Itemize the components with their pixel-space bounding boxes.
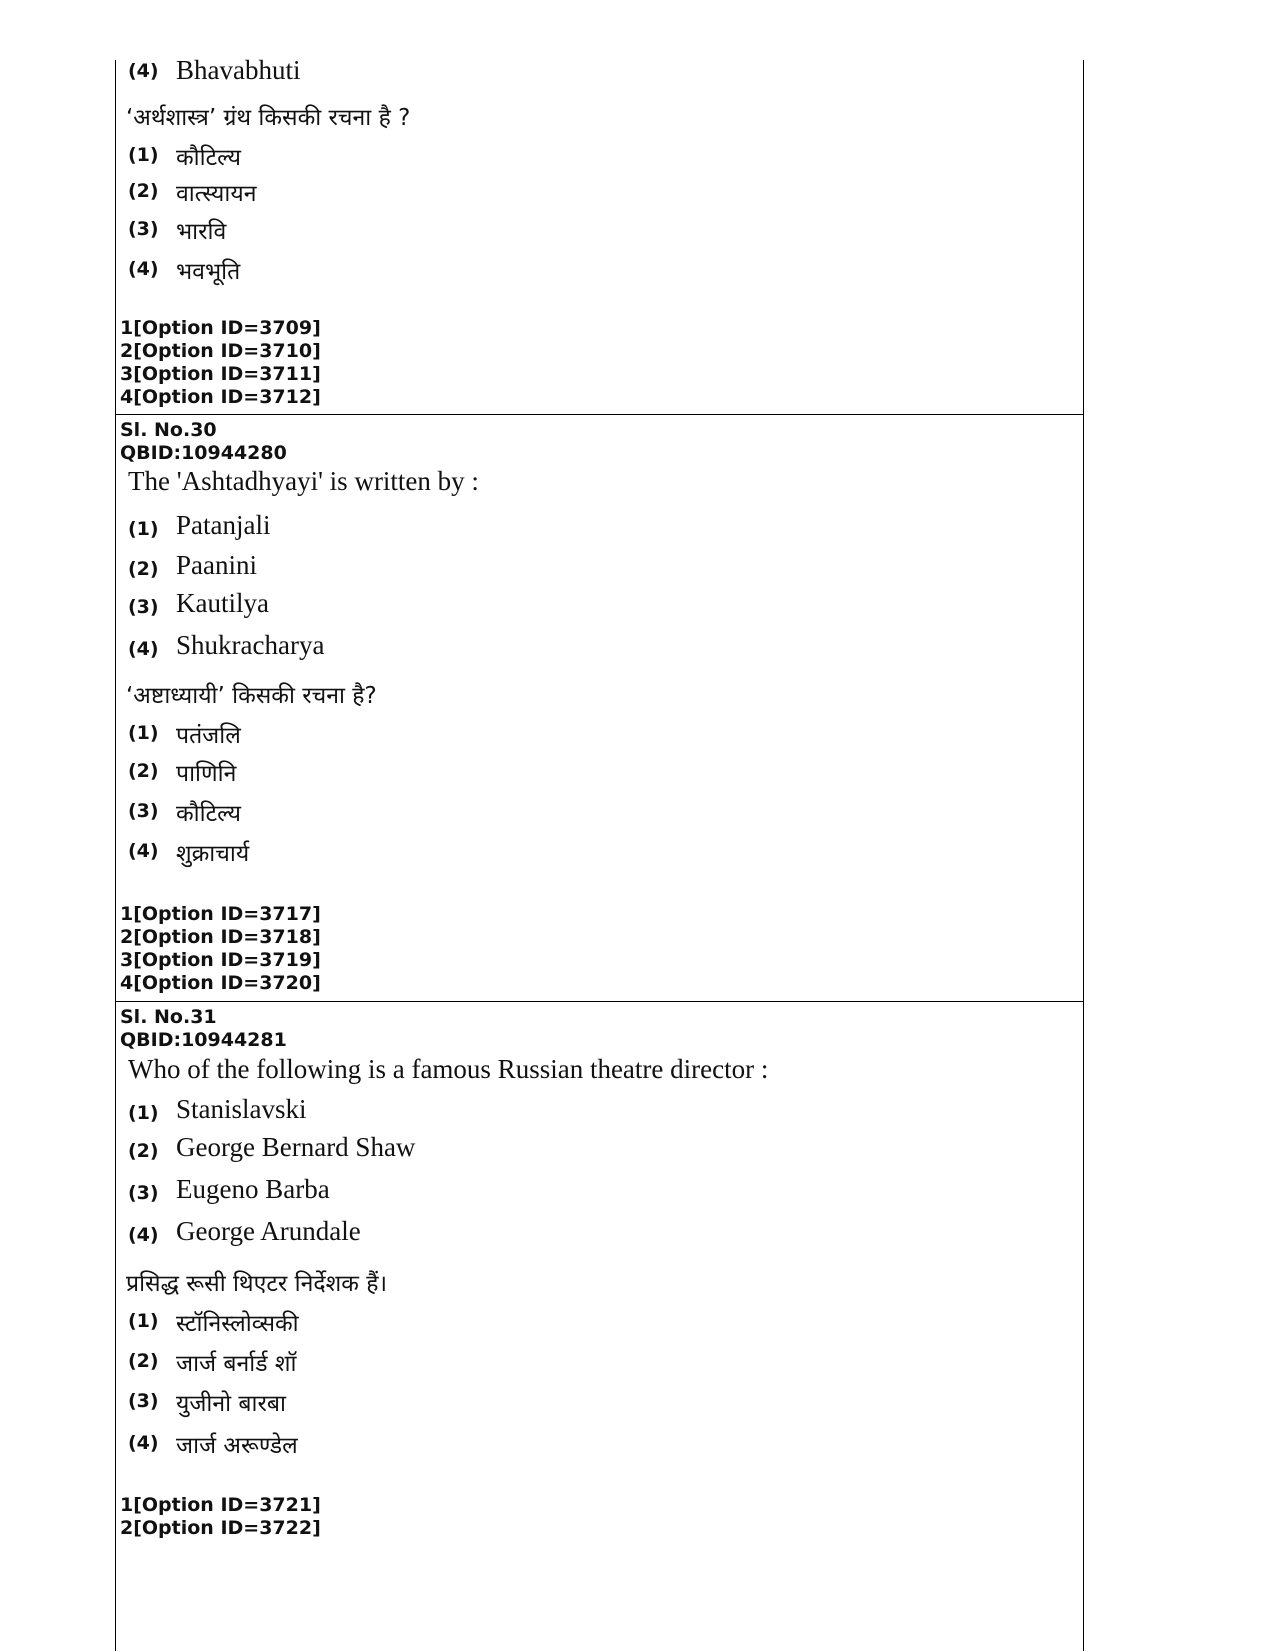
- option-text: शुक्राचार्य: [176, 841, 250, 867]
- option-text: जार्ज बर्नार्ड शॉ: [176, 1351, 297, 1377]
- hindi-question-text: प्रसिद्ध रूसी थिएटर निर्देशक हैं।: [126, 1271, 388, 1297]
- serial-number: Sl. No.30: [120, 419, 217, 441]
- option-text: Shukracharya: [176, 630, 325, 660]
- option-id-list: [120, 317, 321, 409]
- option-id: 2[Option ID=3722]: [120, 1517, 321, 1539]
- option-id: 3[Option ID=3711]: [120, 363, 321, 385]
- option-id: 4[Option ID=3712]: [120, 386, 321, 408]
- qbid: QBID:10944280: [120, 442, 287, 464]
- option-id: 2[Option ID=3710]: [120, 340, 321, 362]
- option-text: Paanini: [176, 550, 257, 580]
- option-number: (3): [128, 1390, 159, 1412]
- option-number: (1): [128, 722, 159, 744]
- option-number: (2): [128, 558, 159, 580]
- option-number: (2): [128, 1140, 159, 1162]
- option-number: (3): [128, 596, 159, 618]
- option-id: 4[Option ID=3720]: [120, 972, 321, 994]
- qbid: QBID:10944281: [120, 1029, 287, 1051]
- option-number: (4): [128, 258, 159, 280]
- option-id: 1[Option ID=3717]: [120, 903, 321, 925]
- option-id-list: [120, 1494, 321, 1540]
- option-text: Stanislavski: [176, 1094, 307, 1124]
- option-text: George Bernard Shaw: [176, 1132, 416, 1162]
- option-number: (1): [128, 1102, 159, 1124]
- serial-number: Sl. No.31: [120, 1006, 217, 1028]
- option-text: भवभूति: [176, 259, 241, 285]
- option-text: पाणिनि: [176, 761, 237, 787]
- row-divider: [115, 1001, 1084, 1002]
- option-text: Kautilya: [176, 588, 269, 618]
- question-meta: [120, 1006, 287, 1052]
- option-id: 1[Option ID=3709]: [120, 317, 321, 339]
- option-text: Patanjali: [176, 510, 271, 540]
- option-text: पतंजलि: [176, 723, 241, 749]
- option-number: (4): [128, 1224, 159, 1246]
- option-number: (2): [128, 1350, 159, 1372]
- option-id: 1[Option ID=3721]: [120, 1494, 321, 1516]
- option-number: (4): [128, 1432, 159, 1454]
- option-number: (3): [128, 800, 159, 822]
- option-number: (4): [128, 60, 159, 82]
- english-question-text: The 'Ashtadhyayi' is written by :: [128, 466, 479, 496]
- option-text: कौटिल्य: [176, 801, 242, 827]
- option-number: (2): [128, 760, 159, 782]
- hindi-question-text: ‘अर्थशास्त्र’ ग्रंथ किसकी रचना है ?: [126, 105, 411, 131]
- option-number: (1): [128, 144, 159, 166]
- option-number: (1): [128, 1310, 159, 1332]
- english-question-text: Who of the following is a famous Russian theatre director :: [128, 1054, 769, 1084]
- option-number: (4): [128, 638, 159, 660]
- option-number: (1): [128, 518, 159, 540]
- option-text: George Arundale: [176, 1216, 361, 1246]
- option-number: (3): [128, 1182, 159, 1204]
- option-id: 2[Option ID=3718]: [120, 926, 321, 948]
- option-text: युजीनो बारबा: [176, 1391, 286, 1417]
- question-meta: [120, 419, 287, 465]
- option-id: 3[Option ID=3719]: [120, 949, 321, 971]
- option-text: जार्ज अरूण्डेल: [176, 1433, 298, 1459]
- option-id-list: [120, 903, 321, 995]
- option-text: Eugeno Barba: [176, 1174, 330, 1204]
- option-text: Bhavabhuti: [176, 55, 301, 85]
- option-text: भारवि: [176, 219, 227, 245]
- option-number: (3): [128, 218, 159, 240]
- hindi-question-text: ‘अष्टाध्यायी’ किसकी रचना है?: [126, 683, 377, 709]
- option-number: (4): [128, 840, 159, 862]
- row-divider: [115, 414, 1084, 415]
- option-text: वात्स्यायन: [176, 181, 257, 207]
- option-number: (2): [128, 180, 159, 202]
- option-text: स्टॉनिस्लोव्सकी: [176, 1311, 299, 1337]
- option-text: कौटिल्य: [176, 145, 242, 171]
